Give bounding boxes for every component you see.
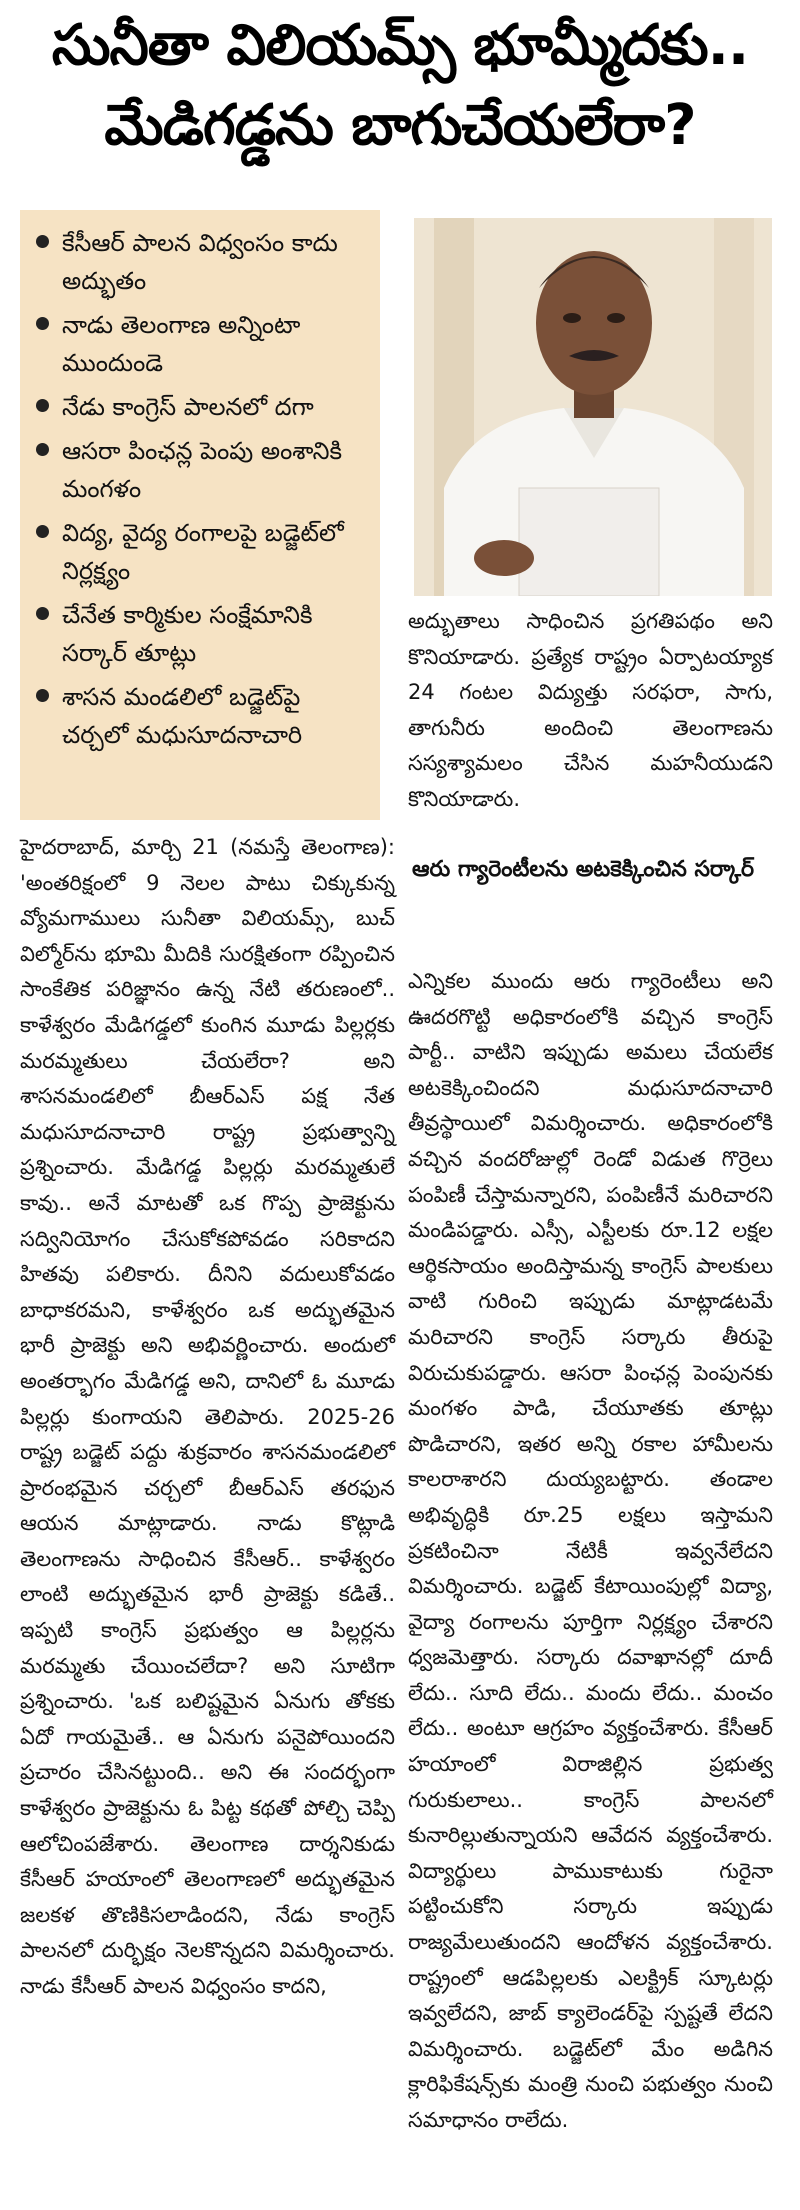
speaker-photo: [414, 218, 772, 596]
highlight-item: చేనేత కార్మికుల సంక్షేమానికి సర్కార్ తూట్లు: [32, 596, 370, 672]
bullet-icon: [36, 607, 49, 620]
bullet-icon: [36, 399, 49, 412]
highlight-item: కేసీఆర్ పాలన విధ్వంసం కాదు అద్భుతం: [32, 224, 370, 300]
article-left-column: హైదరాబాద్, మార్చి 21 (నమస్తే తెలంగాణ): 'అంతరిక్షంలో 9 నెలల పాటు చిక్కుకున్న వ్యోమగాములు సునీతా విలియమ్స్, బుచ్ విల్మోర్‌ను భూమి మీదికి సురక్షితంగా రప్పించిన సాంకేతిక పరిజ్ఞానం ఉన్న నేటి తరుణంలో.. కాళేశ్వరం మేడిగడ్డలో కుంగిన మూడు పిల్లర్లకు మరమ్మతులు చేయలేరా? అని శాసనమండలిలో బీఆర్‌ఎస్ పక్ష నేత మధుసూదనాచారి రాష్ట్ర ప్రభుత్వాన్ని ప్రశ్నించారు. మేడిగడ్డ పిల్లర్లు మరమ్మతులే కావు.. అనే మాటతో ఒక గొప్ప ప్రాజెక్టును సద్వినియోగం చేసుకోకపోవడం సరికాదని హితవు పలికారు. దీనిని వదులుకోవడం బాధాకరమని, కాళేశ్వరం ఒక అద్భుతమైన భారీ ప్రాజెక్టు అని అభివర్ణించారు. అందులో అంతర్భాగం మేడిగడ్డ అని, దానిలో ఓ మూడు పిల్లర్లు కుంగాయని తెలిపారు. 2025-26 రాష్ట్ర బడ్జెట్ పద్దు శుక్రవారం శాసనమండలిలో ప్రారంభమైన చర్చలో బీఆర్‌ఎస్ తరఫున ఆయన మాట్లాడారు. నాడు కొట్లాడి తెలంగాణను సాధించిన కేసీఆర్.. కాళేశ్వరం లాంటి అద్భుతమైన భారీ ప్రాజెక్టు కడితే.. ఇప్పటి కాంగ్రెస్ ప్రభుత్వం ఆ పిల్లర్లను మరమ్మతు చేయించలేదా? అని సూటిగా ప్రశ్నించారు. 'ఒక బలిష్టమైన ఏనుగు తోకకు ఏదో గాయమైతే.. ఆ ఏనుగు పనైపోయిందని ప్రచారం చేసినట్టుంది.. అని ఈ సందర్భంగా కాళేశ్వరం ప్రాజెక్టును ఓ పిట్ట కథతో పోల్చి చెప్పి ఆలోచింపజేశారు. తెలంగాణ దార్శనికుడు కేసీఆర్ హయాంలో తెలంగాణలో అద్భుతమైన జలకళ తొణికిసలాడిందని, నేడు కాంగ్రెస్ పాలనలో దుర్భిక్షం నెలకొన్నదని విమర్శించారు. నాడు కేసీఆర్ పాలన విధ్వంసం కాదని,: [20, 835, 395, 1998]
headline-line-1: సునీతా విలియమ్స్ భూమ్మీదకు..: [51, 13, 749, 78]
highlight-item: ఆసరా పింఛన్ల పెంపు అంశానికి మంగళం: [32, 432, 370, 508]
bullet-icon: [36, 317, 49, 330]
headline-line-2: మేడిగడ్డను బాగుచేయలేరా?: [104, 93, 696, 158]
article-right-column-bottom: ఎన్నికల ముందు ఆరు గ్యారెంటీలు అని ఊదరగొట్టి అధికారంలోకి వచ్చిన కాంగ్రెస్ పార్టీ.. వాటిని ఇప్పుడు అమలు చేయలేక అటకెక్కించిందని మధుసూదనాచారి తీవ్రస్థాయిలో విమర్శించారు. అధికారంలోకి వచ్చిన వందరోజుల్లో రెండో విడుత గొర్రెలు పంపిణీ చేస్తామన్నారని, పంపిణీనే మరిచారని మండిపడ్డారు. ఎస్సీ, ఎస్టీలకు రూ.12 లక్షల ఆర్థికసాయం అందిస్తామన్న కాంగ్రెస్ పాలకులు వాటి గురించి ఇప్పుడు మాట్లాడటమే మరిచారని కాంగ్రెస్ సర్కారు తీరుపై విరుచుకుపడ్డారు. ఆసరా పింఛన్ల పెంపునకు మంగళం పాడి, చేయూతకు తూట్లు పొడిచారని, ఇతర అన్ని రకాల హామీలను కాలరాశారని దుయ్యబట్టారు. తండాల అభివృద్ధికి రూ.25 లక్షలు ఇస్తామని ప్రకటించినా నేటికీ ఇవ్వనేలేదని విమర్శించారు. బడ్జెట్ కేటాయింపుల్లో విద్యా, వైద్యా రంగాలను పూర్తిగా నిర్లక్ష్యం చేశారని ధ్వజమెత్తారు. సర్కారు దవాఖానల్లో దూదీ లేదు.. సూది లేదు.. మందు లేదు.. మంచం లేదు.. అంటూ ఆగ్రహం వ్యక్తంచేశారు. కేసీఆర్ హయాంలో విరాజిల్లిన ప్రభుత్వ గురుకులాలు.. కాంగ్రెస్ పాలనలో కునారిల్లుతున్నాయని ఆవేదన వ్యక్తంచేశారు. విద్యార్థులు పాముకాటుకు గురైనా పట్టించుకోని సర్కారు ఇప్పుడు రాజ్యమేలుతుందని ఆందోళన వ్యక్తంచేశారు. రాష్ట్రంలో ఆడపిల్లలకు ఎలక్ట్రిక్ స్కూటర్లు ఇవ్వలేదని, జాబ్ క్యాలెండర్‌పై స్పష్టతే లేదని విమర్శించారు. బడ్జెట్‌లో మేం అడిగిన క్లారిఫికేషన్స్‌కు మంత్రి నుంచి పభుత్వం నుంచి సమాధానం రాలేదు.: [408, 969, 773, 2132]
bullet-icon: [36, 689, 49, 702]
headline: [0, 6, 800, 166]
highlight-item: విద్య, వైద్య రంగాలపై బడ్జెట్‌లో నిర్లక్ష్యం: [32, 514, 370, 590]
speaker-illustration: [414, 218, 772, 596]
highlight-item: నాడు తెలంగాణ అన్నింటా ముందుండె: [32, 306, 370, 382]
bullet-icon: [36, 443, 49, 456]
article-right-column-top: అద్భుతాలు సాధించిన ప్రగతిపథం అని కొనియాడారు. ప్రత్యేక రాష్ట్రం ఏర్పాటయ్యాక 24 గంటల విద్యుత్తు సరఫరా, సాగు, తాగునీరు అందించి తెలంగాణను సస్యశ్యామలం చేసిన మహనీయుడని కొనియాడారు.: [408, 609, 773, 811]
bullet-icon: [36, 235, 49, 248]
bullet-icon: [36, 525, 49, 538]
highlight-item: నేడు కాంగ్రెస్ పాలనలో దగా: [32, 388, 370, 426]
section-subhead: ఆరు గ్యారెంటీలను అటకెక్కించిన సర్కార్: [412, 857, 755, 882]
highlights-box: [20, 210, 380, 820]
highlight-item: శాసన మండలిలో బడ్జెట్‌పై చర్చలో మధుసూదనాచారి: [32, 678, 370, 754]
